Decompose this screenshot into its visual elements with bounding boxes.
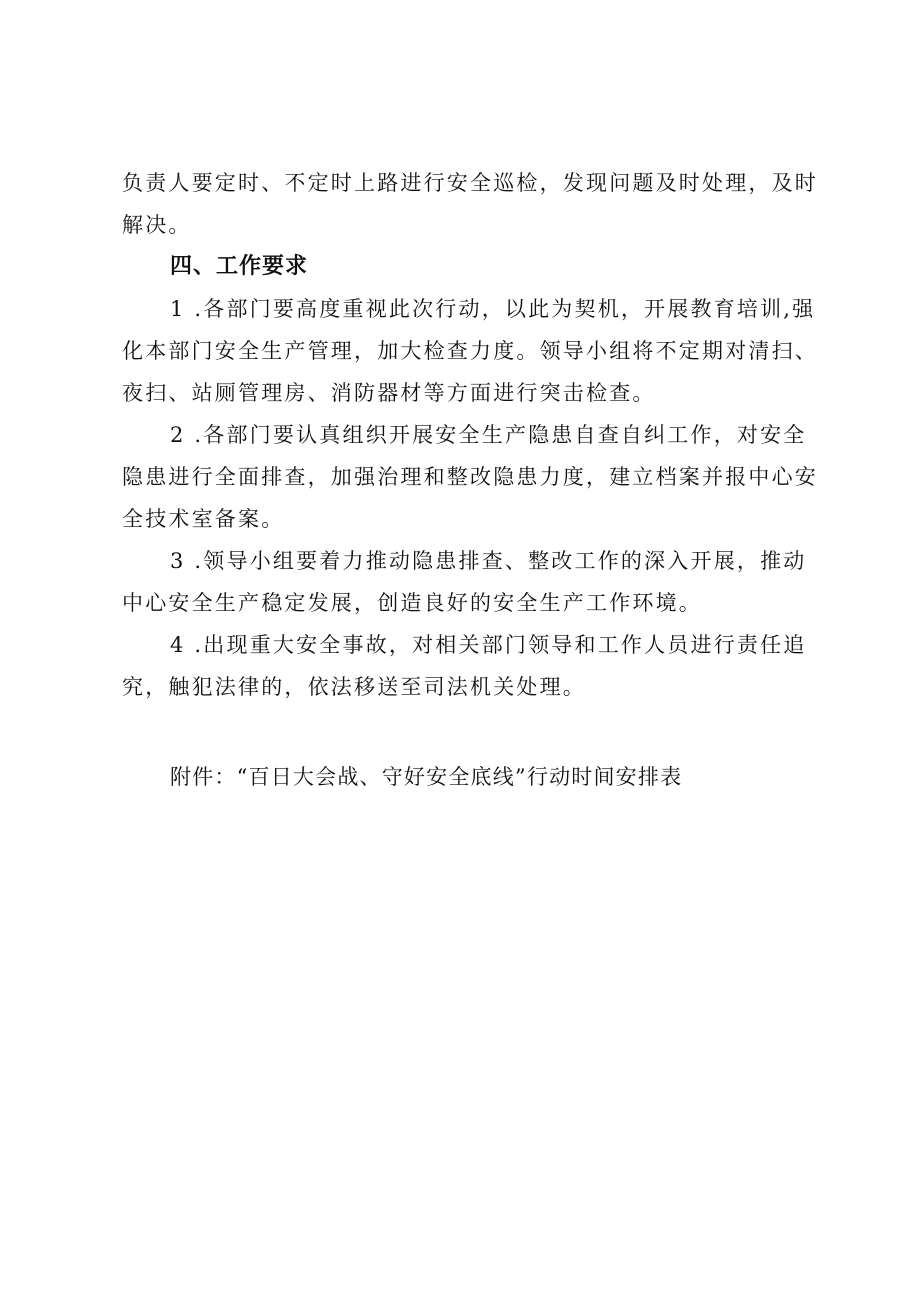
intro-line-2: 解决。 — [122, 213, 192, 237]
intro-line-1: 负责人要定时、不定时上路进行安全巡检，发现问题及时处理，及时 — [122, 171, 818, 195]
item-3-line-2: 中心安全生产稳定发展，创造良好的安全生产工作环境。 — [122, 591, 702, 615]
item-2-line-3: 全技术室备案。 — [122, 507, 285, 531]
attachment-note: 附件：“百日大会战、守好安全底线”行动时间安排表 — [170, 765, 683, 789]
item-1-line-2: 化本部门安全生产管理，加大检查力度。领导小组将不定期对清扫、 — [122, 339, 818, 363]
item-1-line-3: 夜扫、站厕管理房、消防器材等方面进行突击检查。 — [122, 381, 656, 405]
item-2-line-2: 隐患进行全面排查，加强治理和整改隐患力度，建立档案并报中心安 — [122, 465, 818, 489]
item-4-line-1: 4 .出现重大安全事故，对相关部门领导和工作人员进行责任追 — [170, 633, 807, 657]
item-3-line-1: 3 .领导小组要着力推动隐患排查、整改工作的深入开展，推动 — [170, 549, 807, 573]
item-1-line-1: 1 .各部门要高度重视此次行动，以此为契机，开展教育培训,强 — [170, 297, 816, 321]
item-2-line-1: 2 .各部门要认真组织开展安全生产隐患自查自纠工作，对安全 — [170, 423, 807, 447]
item-4-line-2: 究，触犯法律的，依法移送至司法机关处理。 — [122, 675, 586, 699]
section-heading: 四、工作要求 — [170, 254, 309, 279]
